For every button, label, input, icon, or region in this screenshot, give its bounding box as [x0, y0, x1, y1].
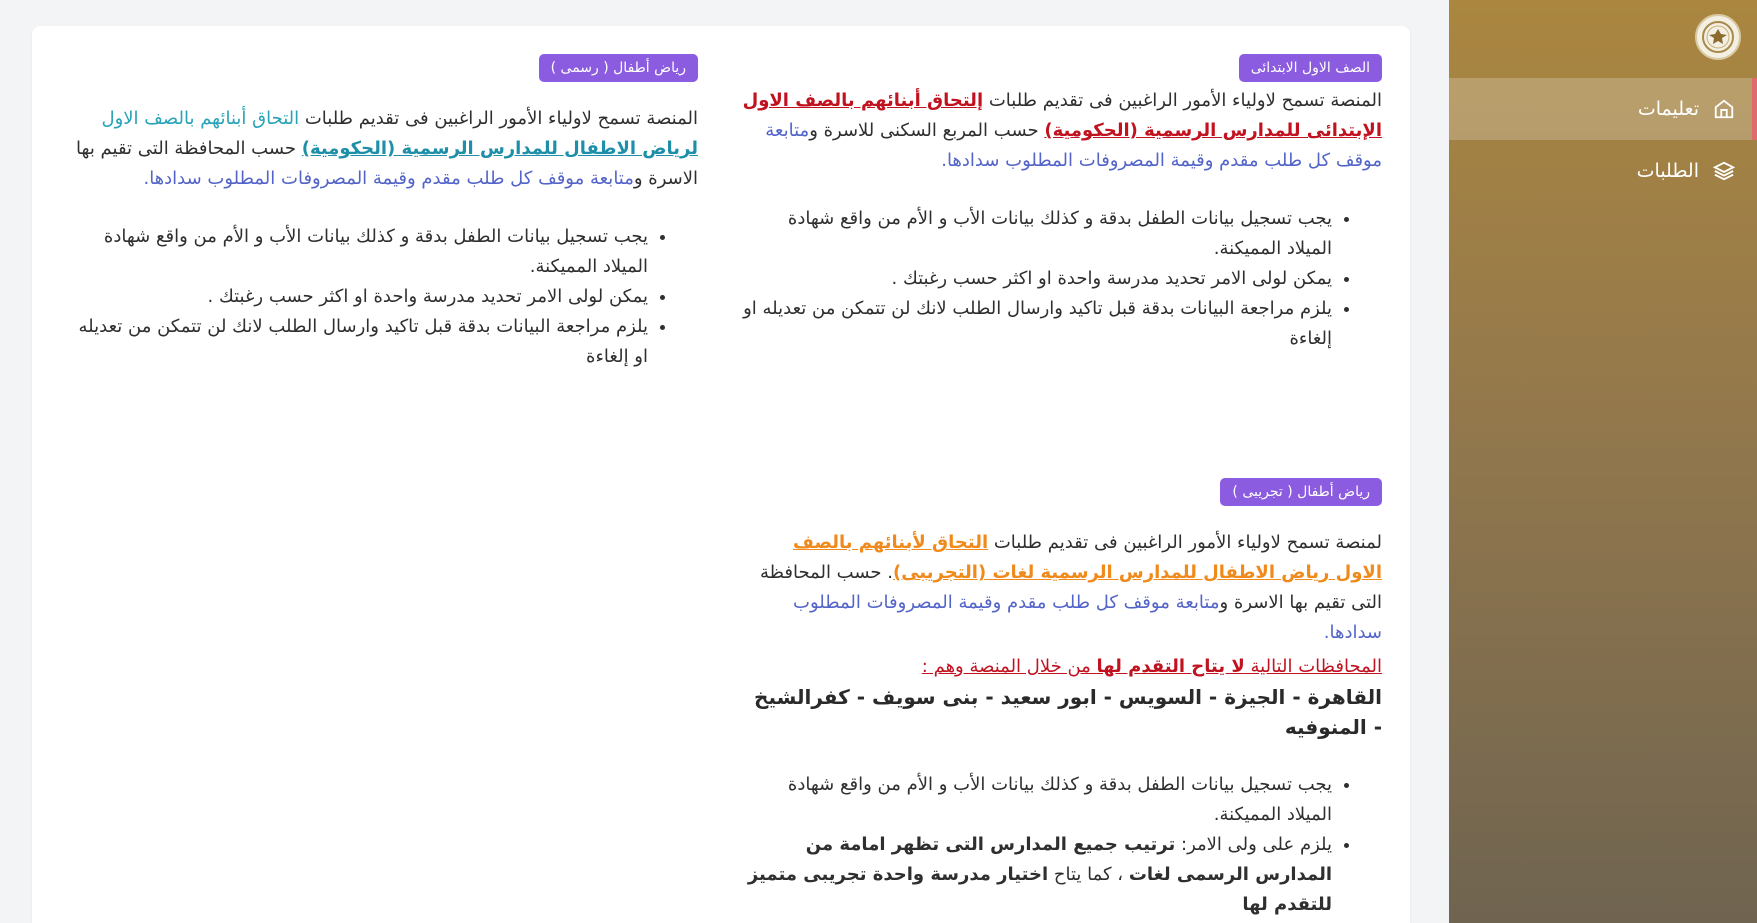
instructions-card [32, 26, 1410, 923]
list-item: • يجب تسجيل بيانات الطفل بدقة و كذلك بيانات الأب و الأم من واقع شهادة الميلاد المميكنة. [72, 222, 648, 282]
sidebar-nav [1449, 78, 1757, 202]
section-description [72, 104, 698, 194]
gov-note-bold: لا يتاح التقدم لها [1096, 656, 1245, 678]
section-badge: رياض أطفال ( تجريبى ) [1220, 478, 1382, 506]
desc-text: لمنصة تسمح لاولياء الأمور الراغبين فى تقديم طلبات [988, 532, 1382, 554]
ministry-logo[interactable] [1695, 14, 1741, 60]
desc-text: . حسب المحافظة التى تقيم بها الاسرة و [759, 562, 1382, 614]
list-item [742, 830, 1332, 920]
list-item: • يلزم مراجعة البيانات بدقة قبل تاكيد وارسال الطلب لانك لن تتمكن من تعديله او إلغاءة [72, 312, 648, 372]
layers-icon [1711, 158, 1737, 184]
list-item: • يجب تسجيل بيانات الطفل بدقة و كذلك بيانات الأب و الأم من واقع شهادة الميلاد المميكنة. [742, 204, 1332, 264]
desc-highlight: إلتحاق أبنائهم بالصف الاول الإبتدائى للمدارس الرسمية (الحكومية) [742, 90, 1382, 142]
rule-bold: اختيار مدرسة واحدة تجريبى متميز للتقدم لها [747, 864, 1332, 916]
list-item: • يمكن لولى الامر تحديد مدرسة واحدة او اكثر حسب رغبتك . [72, 282, 648, 312]
eagle-emblem-icon [1701, 20, 1735, 54]
desc-text: المنصة تسمح لاولياء الأمور الراغبين فى تقديم طلبات [299, 108, 698, 130]
desc-text: المنصة تسمح لاولياء الأمور الراغبين فى تقديم طلبات [983, 90, 1382, 112]
sidebar-item-label: تعليمات [1637, 98, 1699, 120]
desc-highlight: لرياض الاطفال للمدارس الرسمية (الحكومية) [301, 138, 698, 160]
section-badge: الصف الاول الابتدائى [1239, 54, 1382, 82]
section-kg-experimental [742, 478, 1382, 920]
rules-list [72, 222, 698, 372]
section-description [742, 528, 1382, 648]
governorates-list: القاهرة - الجيزة - السويس - ابور سعيد - بنى سويف - كفرالشيخ - المنوفيه [754, 685, 1382, 740]
gov-note-text: من خلال المنصة وهم : [921, 656, 1097, 678]
rule-text: يلزم على ولى الامر: [1175, 834, 1332, 856]
governorates-note [742, 652, 1382, 682]
rules-list [742, 204, 1382, 354]
home-icon [1711, 96, 1737, 122]
sidebar [1449, 0, 1757, 923]
sidebar-item-label: الطلبات [1636, 160, 1699, 182]
desc-text: حسب المحافظة التى تقيم بها الاسرة و [76, 138, 698, 190]
list-item: • يجب تسجيل بيانات الطفل بدقة و كذلك بيانات الأب و الأم من واقع شهادة الميلاد المميكنة. [742, 770, 1332, 830]
sidebar-item-requests[interactable] [1449, 140, 1757, 202]
desc-followup: متابعة موقف كل طلب مقدم وقيمة المصروفات المطلوب سدادها. [143, 168, 634, 190]
section-primary-grade [742, 54, 1382, 354]
desc-followup: متابعة موقف كل طلب مقدم وقيمة المصروفات المطلوب سدادها. [793, 592, 1382, 644]
section-kg-official [72, 54, 698, 372]
rule-text: ، كما يتاح [1048, 864, 1129, 886]
desc-text: حسب المربع السكنى للاسرة و [809, 120, 1045, 142]
desc-followup: متابعة موقف كل طلب مقدم وقيمة المصروفات المطلوب سدادها. [765, 120, 1382, 172]
desc-teal: التحاق أبنائهم بالصف الاول [101, 108, 300, 130]
list-item: • يمكن لولى الامر تحديد مدرسة واحدة او اكثر حسب رغبتك . [742, 264, 1332, 294]
section-badge: رياض أطفال ( رسمى ) [539, 54, 698, 82]
sidebar-item-instructions[interactable] [1449, 78, 1757, 140]
section-description [742, 86, 1382, 176]
gov-note-text: المحافظات التالية [1244, 656, 1382, 678]
rule-bold: ترتيب جميع المدارس التى تظهر امامة من المدارس الرسمى لغات [805, 834, 1332, 886]
list-item: • يلزم مراجعة البيانات بدقة قبل تاكيد وارسال الطلب لانك لن تتمكن من تعديله او إلغاءة [742, 294, 1332, 354]
desc-highlight: التحاق لأبنائهم بالصف الاول رياض الاطفال للمدارس الرسمية لغات (التجريبى) [793, 532, 1382, 584]
rules-list [742, 770, 1382, 920]
